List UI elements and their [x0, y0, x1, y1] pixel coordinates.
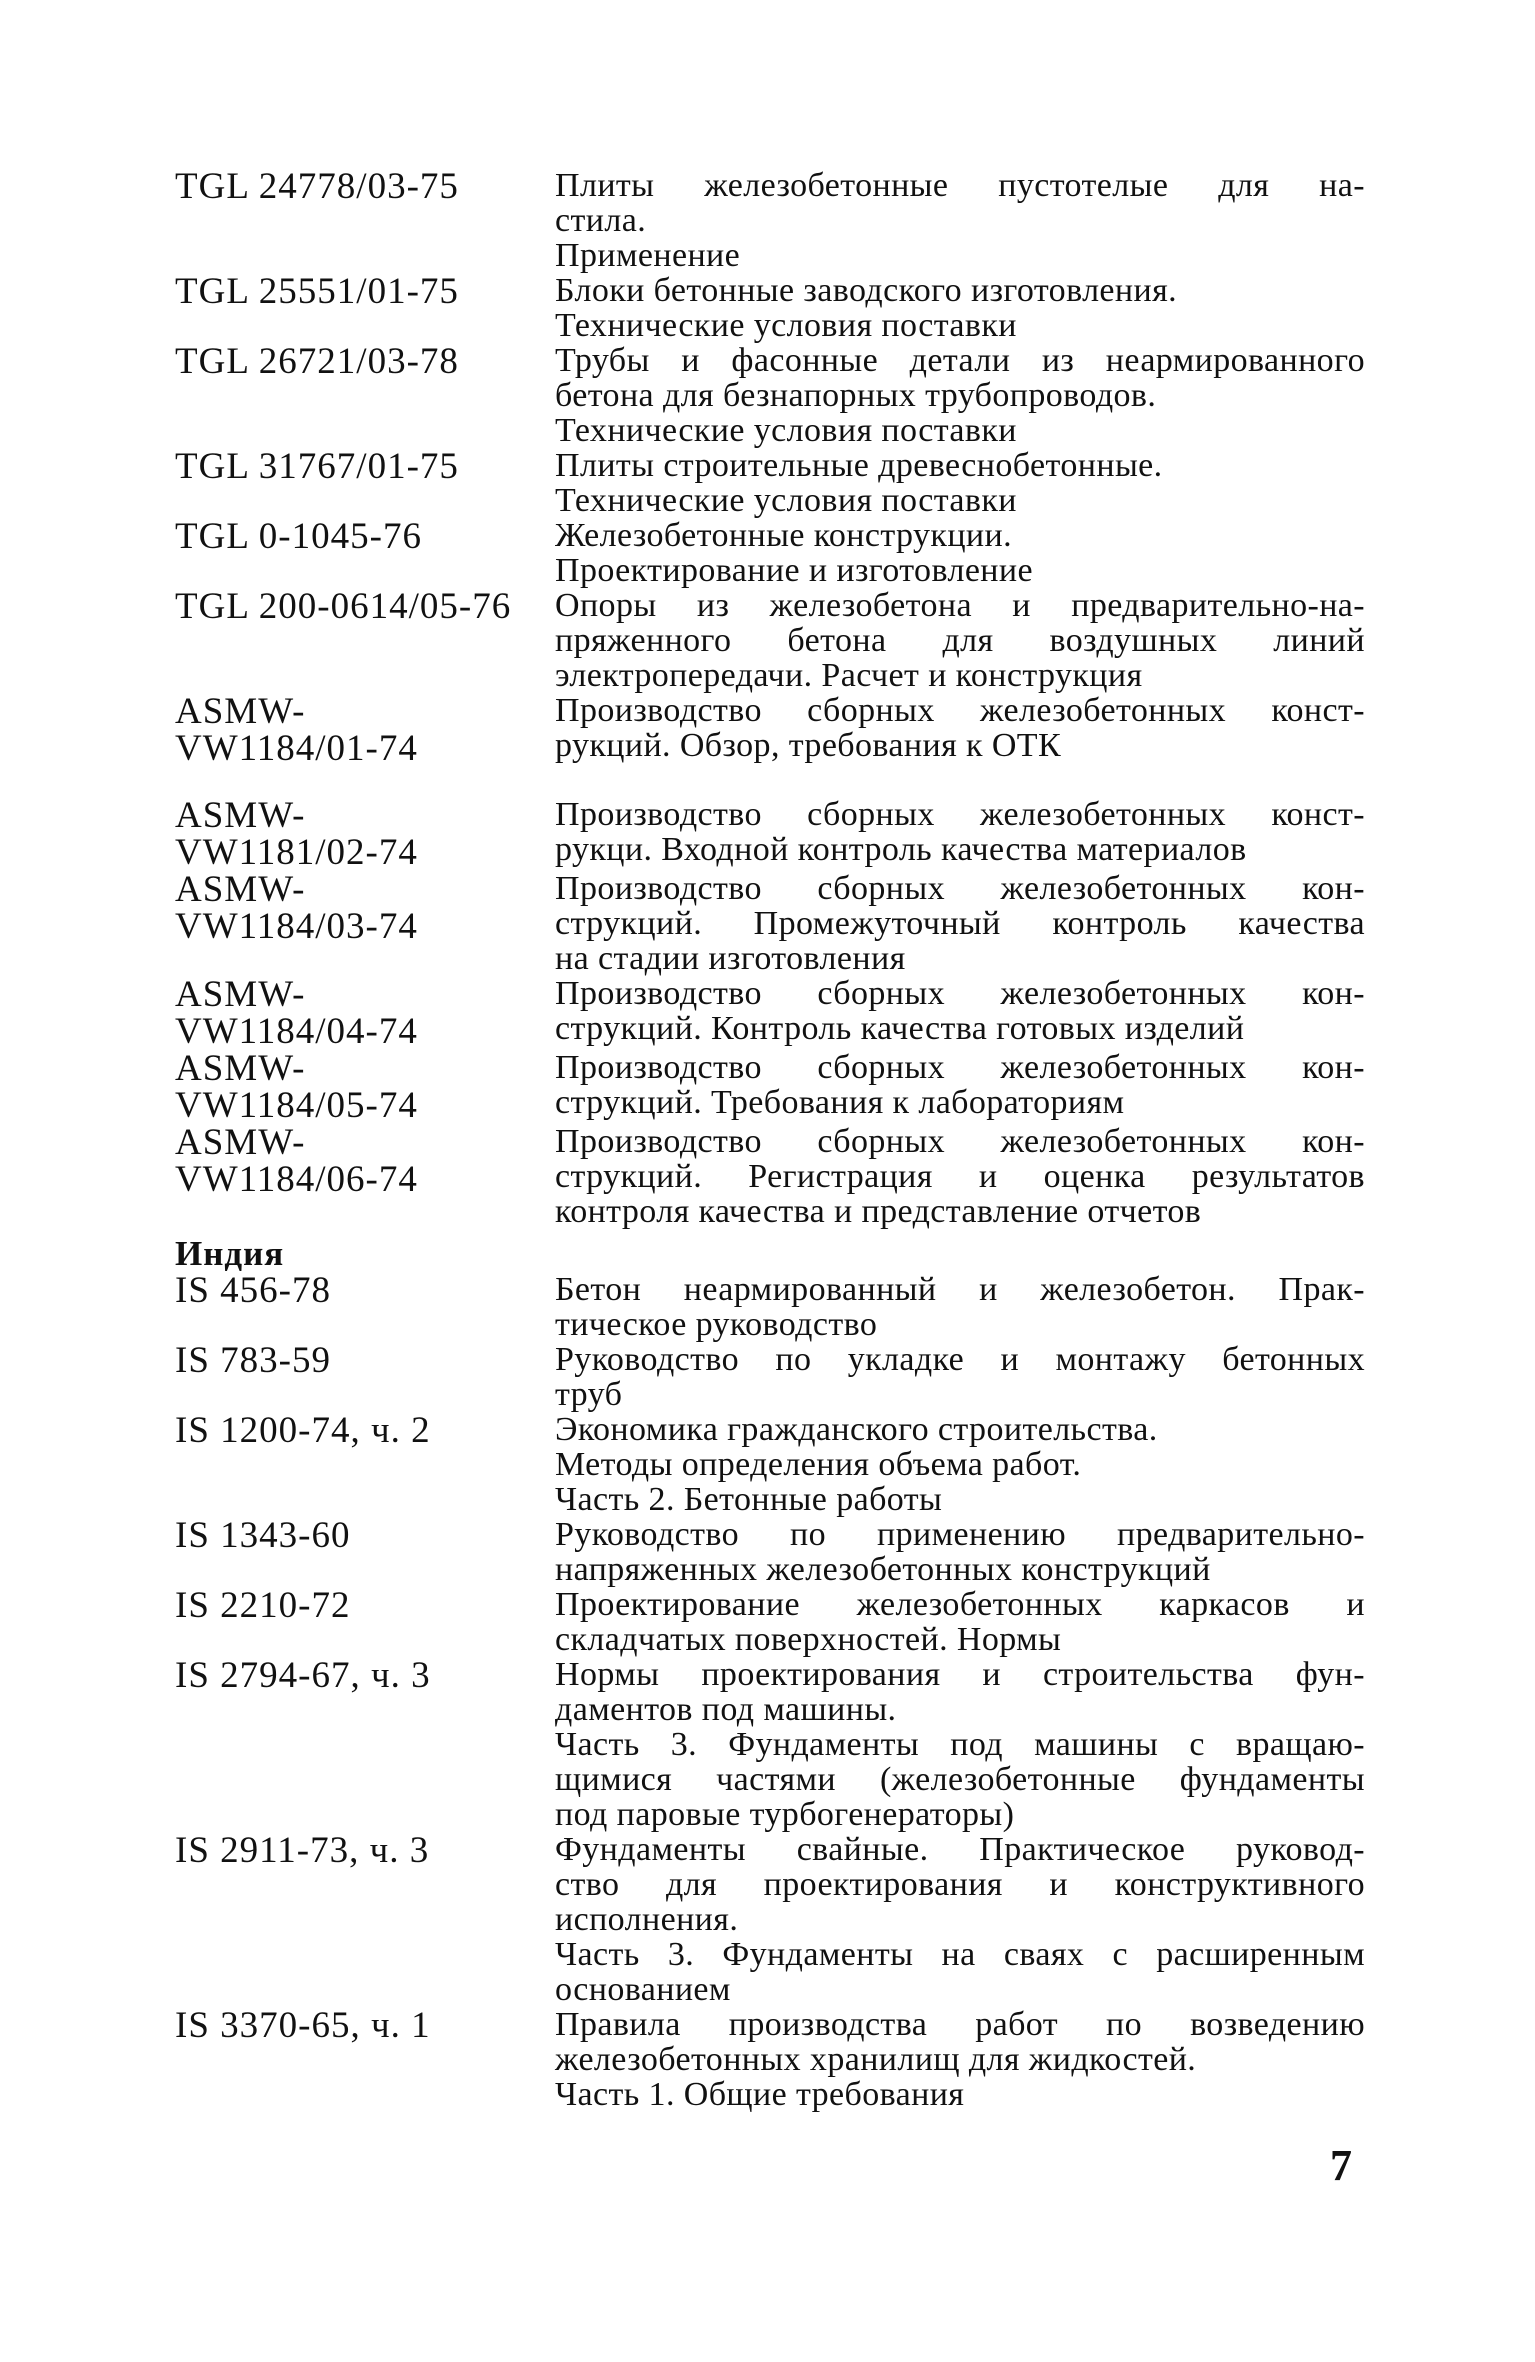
standard-code	[175, 1587, 555, 1624]
standard-description	[555, 693, 1365, 763]
standard-description-line: железобетонных хранилищ для жидкостей.	[555, 2041, 1197, 2078]
standard-description-line: складчатых поверхностей. Нормы	[555, 1621, 1062, 1658]
standard-code-line: ASMW-	[175, 869, 306, 910]
standard-description	[555, 273, 1365, 343]
standard-description-line: рукций. Обзор, требования к ОТК	[555, 727, 1062, 764]
standard-code-line: TGL 0-1045-76	[175, 516, 422, 557]
standard-entry	[175, 1832, 1365, 2007]
standard-code-line: TGL 24778/03-75	[175, 166, 459, 207]
standard-code	[175, 797, 555, 871]
standard-description-line: Фундаменты свайные. Практическое руковод-	[555, 1831, 1365, 1868]
standard-description	[555, 168, 1365, 273]
standard-code	[175, 168, 555, 205]
standard-code	[175, 1342, 555, 1379]
standard-code	[175, 693, 555, 767]
standard-entry	[175, 448, 1365, 518]
standard-description	[555, 343, 1365, 448]
standard-code-line: TGL 26721/03-78	[175, 341, 459, 382]
standard-description-line: напряженных железобетонных конструкций	[555, 1551, 1211, 1588]
standard-description	[555, 588, 1365, 693]
standard-description-line: пряженного бетона для воздушных линий	[555, 622, 1365, 659]
standard-code-line: IS 1343-60	[175, 1515, 351, 1556]
standard-description-line: Производство сборных железобетонных конст-	[555, 796, 1365, 833]
standard-description-line: щимися частями (железобетонные фундаменты	[555, 1761, 1365, 1798]
standard-description-line: контроля качества и представление отчетов	[555, 1193, 1202, 1230]
standard-description	[555, 1832, 1365, 2007]
standard-code-line: VW1184/04-74	[175, 1011, 418, 1052]
standard-description	[555, 1124, 1365, 1229]
standard-code-line: IS 2911-73, ч. 3	[175, 1830, 430, 1871]
standard-description-line: исполнения.	[555, 1901, 739, 1938]
standard-code-line: TGL 31767/01-75	[175, 446, 459, 487]
standard-entry	[175, 976, 1365, 1050]
standard-description-line: Производство сборных железобетонных кон-	[555, 975, 1365, 1012]
standard-description-line: Руководство по применению предварительно-	[555, 1516, 1365, 1553]
standard-code-line: TGL 200-0614/05-76	[175, 586, 512, 627]
standard-code	[175, 588, 555, 625]
standard-description-line: Проектирование и изготовление	[555, 552, 1033, 589]
standard-entry	[175, 1050, 1365, 1124]
standard-code	[175, 1832, 555, 1869]
standard-description	[555, 2007, 1365, 2112]
standard-code-line: TGL 25551/01-75	[175, 271, 459, 312]
standard-description-line: Часть 3. Фундаменты под машины с вращаю-	[555, 1726, 1365, 1763]
standard-code	[175, 448, 555, 485]
standard-description-line: тическое руководство	[555, 1306, 878, 1343]
standard-description-line: даментов под машины.	[555, 1691, 897, 1728]
standard-description-line: Производство сборных железобетонных кон-	[555, 870, 1365, 907]
standard-description-line: ство для проектирования и конструктивного	[555, 1866, 1365, 1903]
standard-code-line: VW1184/01-74	[175, 728, 418, 769]
standard-entry	[175, 1587, 1365, 1657]
standard-description-line: Проектирование железобетонных каркасов и	[555, 1586, 1365, 1623]
standard-code-line: ASMW-	[175, 1048, 306, 1089]
standard-entry	[175, 343, 1365, 448]
standard-code	[175, 1657, 555, 1694]
standard-description	[555, 1517, 1365, 1587]
standard-code	[175, 343, 555, 380]
standard-description-line: Часть 2. Бетонные работы	[555, 1481, 943, 1518]
standard-entry	[175, 1342, 1365, 1412]
standard-entry	[175, 1124, 1365, 1229]
standard-description-line: Опоры из железобетона и предварительно-на-	[555, 587, 1365, 624]
standard-description-line: Железобетонные конструкции.	[555, 517, 1013, 554]
standard-description	[555, 1412, 1365, 1517]
standard-code-line: ASMW-	[175, 795, 306, 836]
standard-entry	[175, 1412, 1365, 1517]
standard-description-line: Применение	[555, 237, 741, 274]
standard-description-line: Технические условия поставки	[555, 482, 1017, 519]
standard-description	[555, 1587, 1365, 1657]
standard-description	[555, 1272, 1365, 1342]
standard-code-line: VW1184/03-74	[175, 906, 418, 947]
standard-code-line: ASMW-	[175, 974, 306, 1015]
standard-code-line: ASMW-	[175, 691, 306, 732]
standard-description-line: струкций. Регистрация и оценка результатов	[555, 1158, 1365, 1195]
standard-description-line: Технические условия поставки	[555, 412, 1017, 449]
standard-description-line: Часть 1. Общие требования	[555, 2076, 965, 2113]
standard-entry	[175, 518, 1365, 588]
standard-code	[175, 1050, 555, 1124]
standard-code	[175, 518, 555, 555]
standard-code	[175, 273, 555, 310]
standard-code	[175, 1272, 555, 1309]
standard-code-line: VW1181/02-74	[175, 832, 418, 873]
standard-entry	[175, 1272, 1365, 1342]
standard-description	[555, 1657, 1365, 1832]
standard-code-line: VW1184/05-74	[175, 1085, 418, 1126]
standard-description-line: труб	[555, 1376, 623, 1413]
standard-description-line: под паровые турбогенераторы)	[555, 1796, 1015, 1833]
standard-code	[175, 2007, 555, 2044]
standard-code-line: IS 2794-67, ч. 3	[175, 1655, 431, 1696]
standard-entry	[175, 1657, 1365, 1832]
standard-description-line: на стадии изготовления	[555, 940, 906, 977]
standard-entry	[175, 797, 1365, 871]
standard-description-line: бетона для безнапорных трубопроводов.	[555, 377, 1157, 414]
standard-description-line: основанием	[555, 1971, 731, 2008]
section-heading: Индия	[175, 1234, 285, 1273]
standard-description-line: Бетон неармированный и железобетон. Прак-	[555, 1271, 1365, 1308]
standard-description-line: Производство сборных железобетонных кон-	[555, 1049, 1365, 1086]
standard-description-line: Часть 3. Фундаменты на сваях с расширенным	[555, 1936, 1365, 1973]
standard-description-line: Технические условия поставки	[555, 307, 1017, 344]
standard-entry	[175, 273, 1365, 343]
standard-description-line: Нормы проектирования и строительства фун-	[555, 1656, 1365, 1693]
standard-code-line: IS 3370-65, ч. 1	[175, 2005, 431, 2046]
standard-entry	[175, 1517, 1365, 1587]
standard-description	[555, 518, 1365, 588]
standard-description-line: Блоки бетонные заводского изготовления.	[555, 272, 1178, 309]
standard-description	[555, 797, 1365, 867]
standard-description-line: Методы определения объема работ.	[555, 1446, 1082, 1483]
standard-description-line: Производство сборных железобетонных кон-	[555, 1123, 1365, 1160]
standard-code	[175, 1517, 555, 1554]
standard-entry	[175, 693, 1365, 767]
standard-code-line: VW1184/06-74	[175, 1159, 418, 1200]
standard-code	[175, 871, 555, 945]
standard-description-line: Правила производства работ по возведению	[555, 2006, 1365, 2043]
standard-code-line: IS 2210-72	[175, 1585, 351, 1626]
standards-list	[175, 168, 1365, 2112]
standard-code-line: IS 456-78	[175, 1270, 331, 1311]
standard-entry	[175, 871, 1365, 976]
standard-description-line: Плиты железобетонные пустотелые для на-	[555, 167, 1365, 204]
standard-description-line: Трубы и фасонные детали из неармированного	[555, 342, 1365, 379]
standard-description-line: Руководство по укладке и монтажу бетонных	[555, 1341, 1365, 1378]
page-number: 7	[1330, 2141, 1352, 2190]
standard-code-line: ASMW-	[175, 1122, 306, 1163]
standard-description-line: Плиты строительные древеснобетонные.	[555, 447, 1163, 484]
standard-entry	[175, 588, 1365, 693]
standard-entry	[175, 168, 1365, 273]
standard-description-line: стила.	[555, 202, 647, 239]
standard-description-line: Экономика гражданского строительства.	[555, 1411, 1158, 1448]
standard-description	[555, 448, 1365, 518]
standard-description-line: струкций. Контроль качества готовых изделий	[555, 1010, 1245, 1047]
standard-code-line: IS 1200-74, ч. 2	[175, 1410, 431, 1451]
standard-description-line: рукци. Входной контроль качества материалов	[555, 831, 1247, 868]
standard-description-line: струкций. Требования к лабораториям	[555, 1084, 1125, 1121]
standard-description-line: струкций. Промежуточный контроль качества	[555, 905, 1365, 942]
standard-description	[555, 1342, 1365, 1412]
standard-description-line: Производство сборных железобетонных конст-	[555, 692, 1365, 729]
standard-description-line: электропередачи. Расчет и конструкция	[555, 657, 1143, 694]
standard-code-line: IS 783-59	[175, 1340, 331, 1381]
standard-code	[175, 1412, 555, 1449]
standard-description	[555, 976, 1365, 1046]
standard-description	[555, 871, 1365, 976]
standard-code	[175, 976, 555, 1050]
standard-description	[555, 1050, 1365, 1120]
standard-entry	[175, 2007, 1365, 2112]
standard-code	[175, 1124, 555, 1198]
